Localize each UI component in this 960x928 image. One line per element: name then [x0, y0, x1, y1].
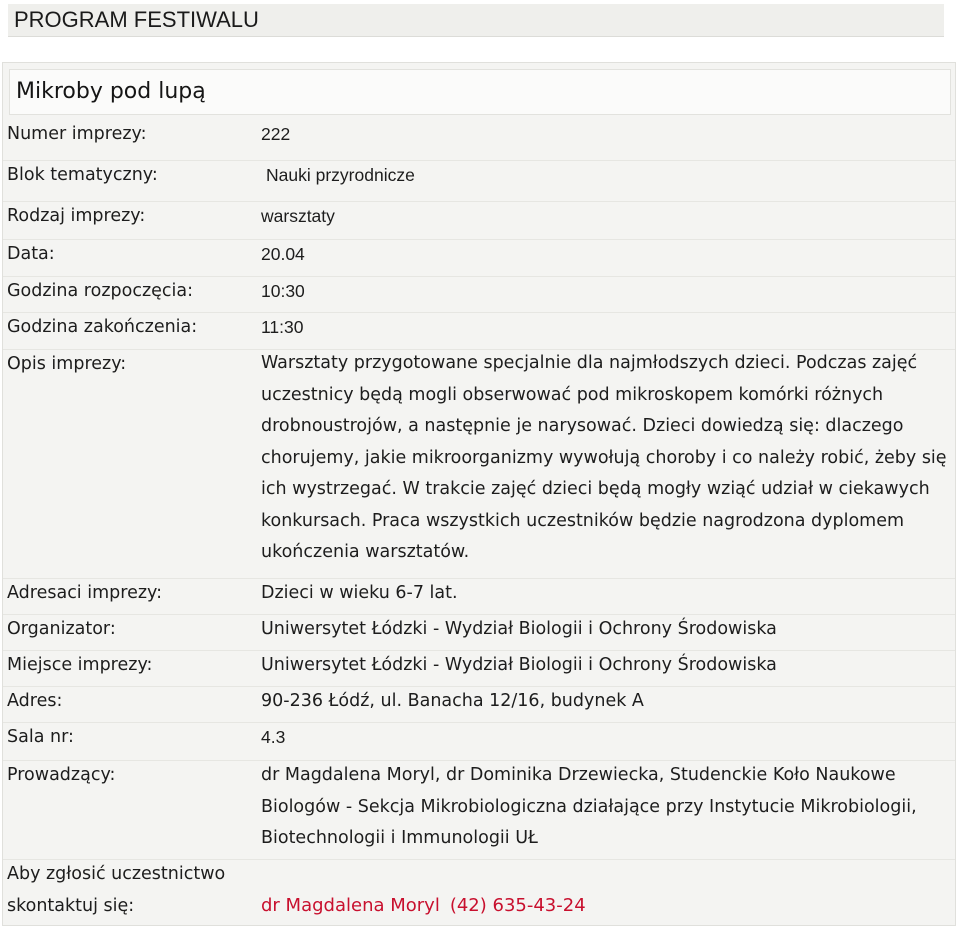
- value-prowadzacy: dr Magdalena Moryl, dr Dominika Drzewiecka, Studenckie Koło Naukowe Biologów - Sekcja Mikrobiologiczna działające przy Instytucie Mikrobiologii, Biotechnologii i Immunologii UŁ: [261, 765, 917, 848]
- label-data: Data:: [7, 244, 55, 264]
- event-title-bar: [9, 69, 951, 115]
- value-data: 20.04: [261, 244, 305, 264]
- label-zgloszenie-line1: Aby zgłosić uczestnictwo: [7, 864, 226, 884]
- value-sala: 4.3: [261, 727, 286, 747]
- contact-name: dr Magdalena Moryl: [261, 895, 440, 916]
- label-sala: Sala nr:: [7, 727, 74, 747]
- value-adres: 90-236 Łódź, ul. Banacha 12/16, budynek A: [261, 691, 644, 711]
- row-divider: [3, 312, 955, 313]
- value-blok: Nauki przyrodnicze: [266, 165, 415, 185]
- label-rodzaj: Rodzaj imprezy:: [7, 206, 146, 226]
- label-opis: Opis imprezy:: [7, 354, 127, 374]
- row-divider: [3, 276, 955, 277]
- label-prowadzacy: Prowadzący:: [7, 765, 116, 785]
- row-divider: [3, 578, 955, 579]
- event-title: Mikroby pod lupą: [16, 79, 206, 104]
- value-miejsce: Uniwersytet Łódzki - Wydział Biologii i Ochrony Środowiska: [261, 655, 777, 675]
- row-divider: [3, 239, 955, 240]
- value-numer: 222: [261, 124, 291, 144]
- event-panel: [2, 62, 956, 926]
- value-rodzaj: warsztaty: [261, 206, 335, 226]
- value-adresaci: Dzieci w wieku 6-7 lat.: [261, 583, 458, 603]
- page-header: [8, 4, 944, 37]
- label-organizator: Organizator:: [7, 619, 116, 639]
- value-start: 10:30: [261, 281, 305, 301]
- value-end: 11:30: [261, 317, 304, 337]
- row-divider: [3, 650, 955, 651]
- label-start: Godzina rozpoczęcia:: [7, 281, 193, 301]
- page-title: PROGRAM FESTIWALU: [14, 7, 259, 32]
- label-end: Godzina zakończenia:: [7, 317, 198, 337]
- label-zgloszenie-line2: skontaktuj się:: [7, 896, 135, 916]
- row-divider: [3, 160, 955, 161]
- value-organizator: Uniwersytet Łódzki - Wydział Biologii i Ochrony Środowiska: [261, 619, 777, 639]
- label-miejsce: Miejsce imprezy:: [7, 655, 153, 675]
- label-adres: Adres:: [7, 691, 63, 711]
- row-divider: [3, 201, 955, 202]
- label-blok: Blok tematyczny:: [7, 165, 158, 185]
- row-divider: [3, 614, 955, 615]
- row-divider: [3, 722, 955, 723]
- row-divider: [3, 859, 955, 860]
- contact-phone: (42) 635-43-24: [449, 895, 586, 916]
- contact-info: [261, 894, 586, 918]
- value-opis: Warsztaty przygotowane specjalnie dla najmłodszych dzieci. Podczas zajęć uczestnicy będą mogli obserwować pod mikroskopem komórki różnych drobnoustrojów, a następnie je narysować. Dzieci dowiedzą się: dlaczego chorujemy, jakie mikroorganizmy wywołują choroby i co należy robić, żeby się ich wystrzegać. W trakcie zajęć dzieci będą mogły wziąć udział w ciekawych konkursach. Praca wszystkich uczestników będzie nagrodzona dyplomem ukończenia warsztatów.: [261, 353, 947, 562]
- label-adresaci: Adresaci imprezy:: [7, 583, 162, 603]
- label-numer: Numer imprezy:: [7, 124, 147, 144]
- row-divider: [3, 686, 955, 687]
